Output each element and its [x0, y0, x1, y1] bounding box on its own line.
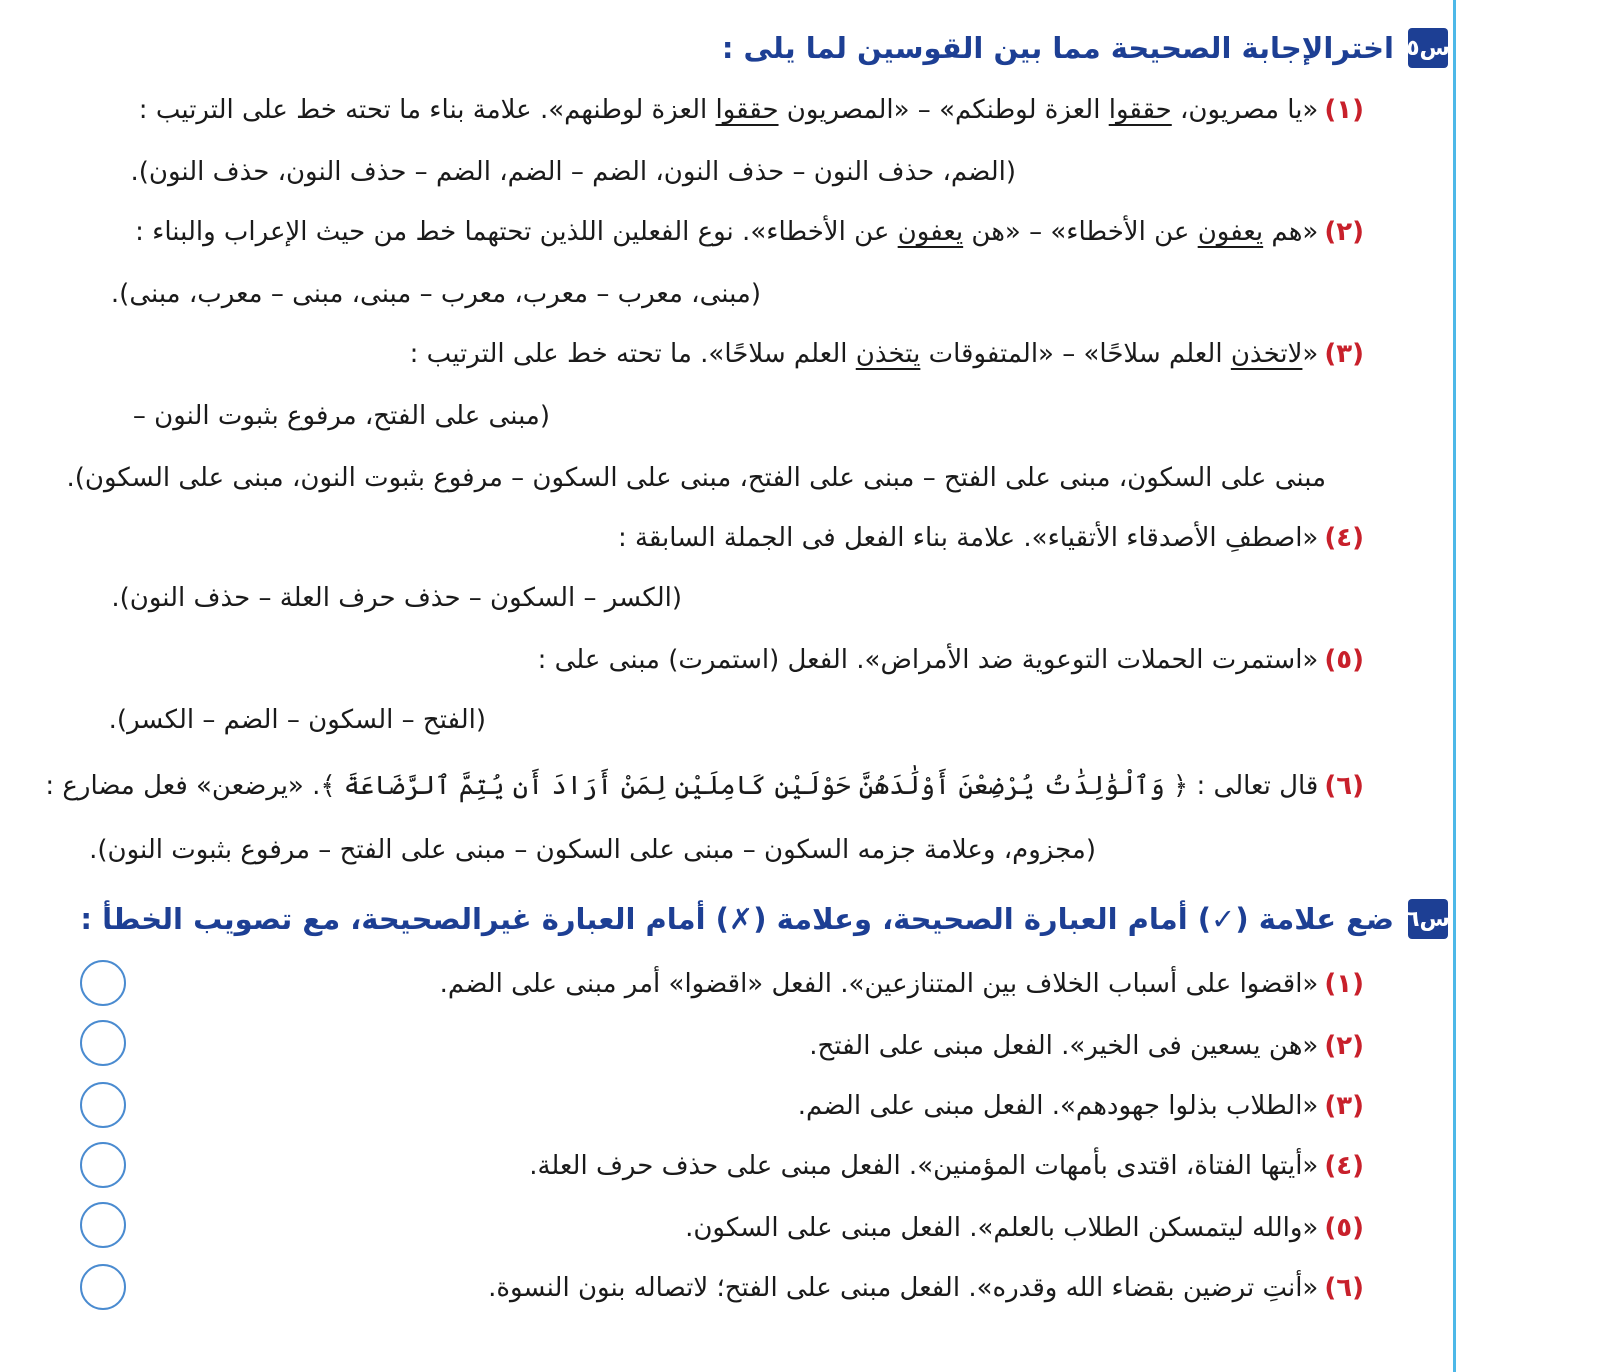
item-text: «هن يسعين فى الخير». الفعل مبنى على الفتح. — [809, 1031, 1319, 1061]
item-number: (٤) — [1324, 523, 1364, 553]
item-number: (٥) — [1324, 1213, 1364, 1243]
tf-item — [685, 1208, 1364, 1248]
underlined-word: يعفون — [897, 217, 964, 247]
item-text: «الطلاب بذلوا جهودهم». الفعل مبنى على الضم. — [797, 1091, 1319, 1121]
mcq-options: (الفتح – السكون – الضم – الكسر). — [108, 705, 486, 735]
question-title: اخترالإجابة الصحيحة مما بين القوسين لما يلى : — [721, 31, 1394, 65]
mcq-item — [618, 518, 1364, 558]
mcq-item — [538, 640, 1364, 680]
item-text: العلم سلاحًا» – «المتفوقات — [920, 339, 1231, 369]
item-text: العزة لوطنكم» – «المصريون — [778, 95, 1109, 125]
mcq-options: (الكسر – السكون – حذف حرف العلة – حذف النون). — [111, 583, 682, 613]
mcq-options: مبنى على السكون، مبنى على الفتح – مبنى على الفتح، مبنى على السكون – مرفوع بثبوت النون، مبنى على السكون). — [66, 463, 1326, 493]
item-number: (٣) — [1324, 339, 1364, 369]
underlined-word: يتخذن — [855, 339, 921, 369]
item-number: (١) — [1324, 969, 1364, 999]
answer-circle[interactable] — [80, 1202, 126, 1248]
answer-circle[interactable] — [80, 1264, 126, 1310]
item-text: «والله ليتمسكن الطلاب بالعلم». الفعل مبنى على السكون. — [685, 1213, 1319, 1243]
underlined-word: لاتخذن — [1230, 339, 1303, 369]
tf-item — [809, 1026, 1364, 1066]
item-number: (٦) — [1324, 771, 1364, 801]
tf-item — [798, 1086, 1364, 1126]
answer-circle[interactable] — [80, 960, 126, 1006]
item-number: (٥) — [1324, 645, 1364, 675]
item-text: العلم سلاحًا». ما تحته خط على الترتيب : — [409, 339, 856, 369]
answer-circle[interactable] — [80, 1082, 126, 1128]
underlined-word: يعفون — [1197, 217, 1264, 247]
mcq-options: (مبنى على الفتح، مرفوع بثبوت النون – — [132, 401, 550, 431]
mcq-options: (مجزوم، وعلامة جزمه السكون – مبنى على السكون – مبنى على الفتح – مرفوع بثبوت النون). — [89, 835, 1096, 865]
item-text: «اقضوا على أسباب الخلاف بين المتنازعين». الفعل «اقضوا» أمر مبنى على الضم. — [439, 969, 1319, 999]
item-text: . «يرضعن» فعل مضارع : — [45, 771, 321, 801]
mcq-item — [45, 766, 1364, 806]
question-title: ضع علامة (✓) أمام العبارة الصحيحة، وعلامة (✗) أمام العبارة غيرالصحيحة، مع تصويب الخطأ : — [80, 902, 1394, 936]
tf-item — [488, 1268, 1364, 1308]
mcq-item — [139, 90, 1364, 130]
question-header — [722, 25, 1448, 71]
item-text: «استمرت الحملات التوعوية ضد الأمراض». الفعل (استمرت) مبنى على : — [537, 645, 1319, 675]
item-text: «اصطفِ الأصدقاء الأتقياء». علامة بناء الفعل فى الجملة السابقة : — [617, 523, 1319, 553]
item-text: «أيتها الفتاة، اقتدى بأمهات المؤمنين». الفعل مبنى على حذف حرف العلة. — [529, 1151, 1319, 1181]
underlined-word: حققوا — [715, 95, 779, 125]
item-text: «هم — [1263, 217, 1319, 247]
mcq-options: (مبنى، معرب – معرب، معرب – مبنى، مبنى – معرب، مبنى). — [110, 279, 761, 309]
margin-rule — [1453, 0, 1456, 1372]
item-number: (٤) — [1324, 1151, 1364, 1181]
quran-verse: ﴿ وَٱلْوَٰلِدَٰتُ يُرْضِعْنَ أَوْلَٰدَهُنَّ حَوْلَيْنِ كَامِلَيْنِ لِمَنْ أَرَادَ أَن يُتِمَّ ٱلرَّضَاعَةَ ﴾ — [320, 771, 1189, 801]
item-text: « — [1302, 339, 1319, 369]
question-badge: س٦ — [1408, 899, 1448, 939]
item-number: (٦) — [1324, 1273, 1364, 1303]
answer-circle[interactable] — [80, 1020, 126, 1066]
item-text: العزة لوطنهم». علامة بناء ما تحته خط على الترتيب : — [138, 95, 716, 125]
item-number: (٢) — [1324, 1031, 1364, 1061]
answer-circle[interactable] — [80, 1142, 126, 1188]
item-number: (١) — [1324, 95, 1364, 125]
mcq-item — [135, 212, 1364, 252]
item-text: «يا مصريون، — [1171, 95, 1319, 125]
item-number: (٢) — [1324, 217, 1364, 247]
question-badge: س٥ — [1408, 28, 1448, 68]
mcq-item — [410, 334, 1364, 374]
question-header — [80, 896, 1448, 942]
item-text: عن الأخطاء» – «هن — [963, 217, 1198, 247]
tf-item — [529, 1146, 1364, 1186]
mcq-options: (الضم، حذف النون – حذف النون، الضم – الضم، الضم – حذف النون، حذف النون). — [130, 157, 1016, 187]
tf-item — [440, 964, 1364, 1004]
underlined-word: حققوا — [1108, 95, 1172, 125]
item-text: «أنتِ ترضين بقضاء الله وقدره». الفعل مبنى على الفتح؛ لاتصاله بنون النسوة. — [488, 1273, 1319, 1303]
item-text: قال تعالى : — [1188, 771, 1319, 801]
item-text: عن الأخطاء». نوع الفعلين اللذين تحتهما خط من حيث الإعراب والبناء : — [135, 217, 898, 247]
item-number: (٣) — [1324, 1091, 1364, 1121]
